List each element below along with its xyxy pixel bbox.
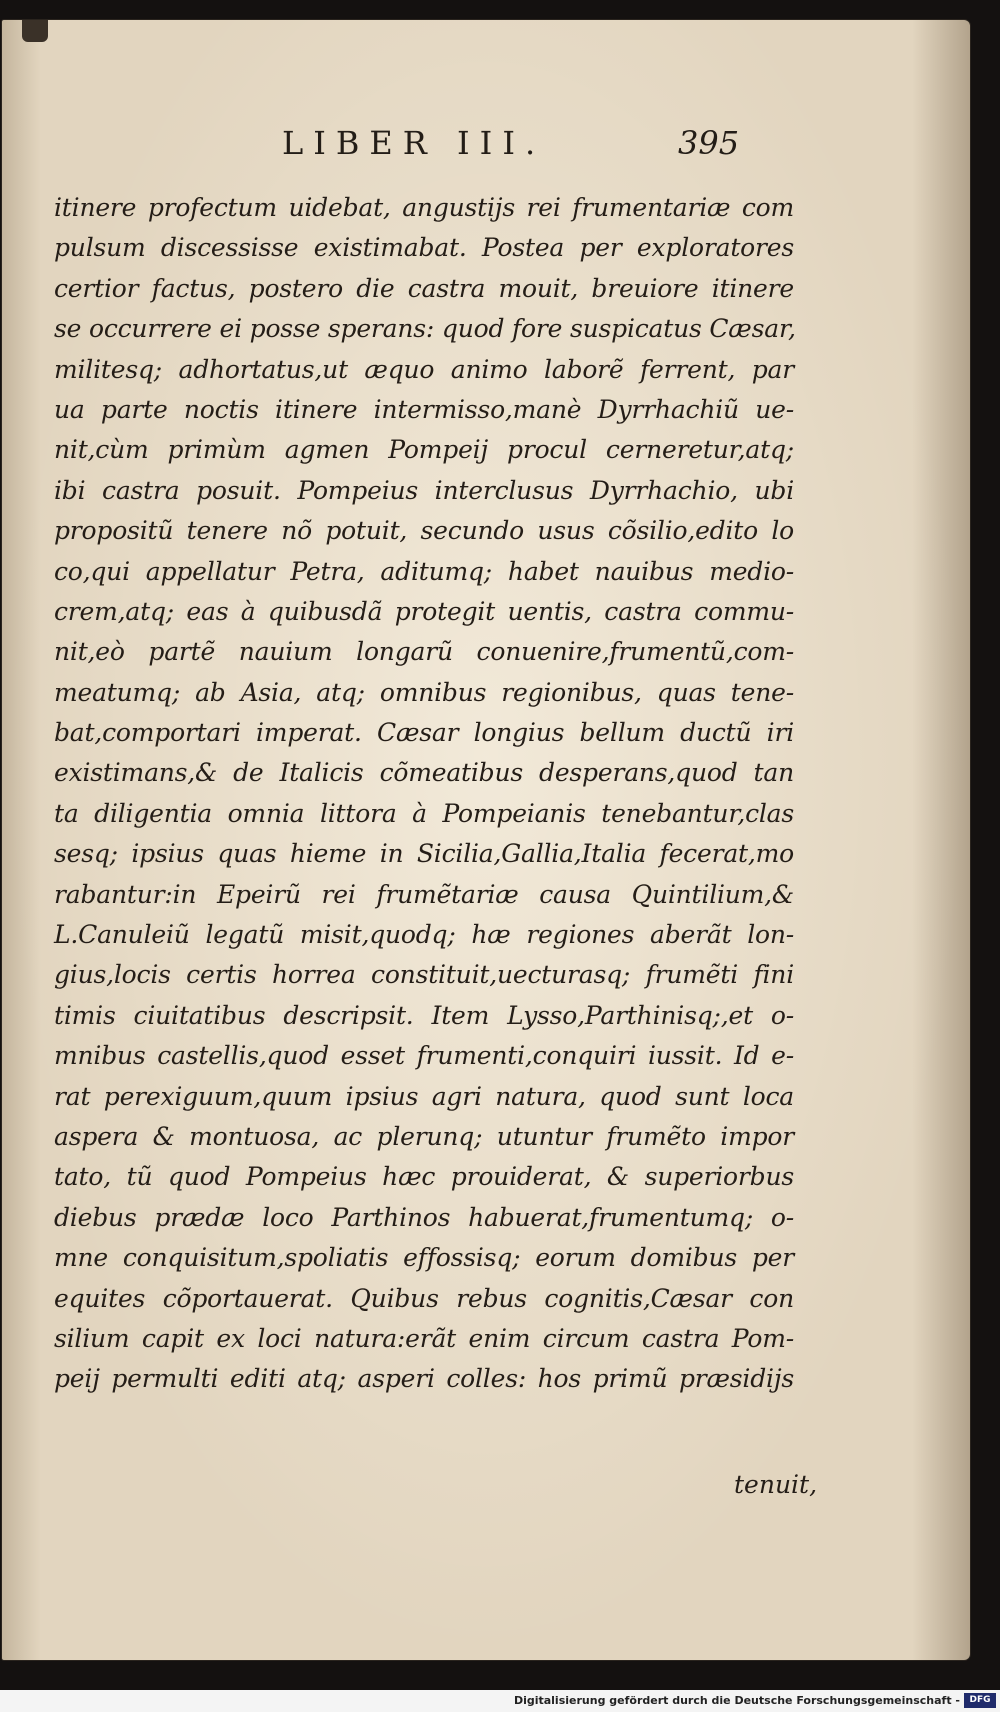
text-line: gius,locis certis horrea constituit,uecturasq; frumẽti fini [54, 960, 794, 990]
running-head [2, 124, 970, 164]
text-line: co,qui appellatur Petra, aditumq; habet nauibus medio- [54, 556, 794, 586]
text-line: mne conquisitum,spoliatis effossisq; eorum domibus per [54, 1243, 794, 1273]
text-line: crem,atq; eas à quibusdã protegit uentis, castra commu- [54, 596, 794, 626]
text-line: rabantur:in Epeirũ rei frumẽtariæ causa Quintilium,& [54, 879, 794, 909]
text-line: tato, tũ quod Pompeius hæc prouiderat, & superiorbus [54, 1162, 794, 1192]
text-line: meatumq; ab Asia, atq; omnibus regionibus, quas tene- [54, 677, 794, 707]
text-line: L.Canuleiũ legatũ misit,quodq; hæ regiones aberãt lon- [54, 920, 794, 950]
running-title: LIBER III. [282, 124, 546, 162]
text-line: nit,cùm primùm agmen Pompeij procul cerneretur,atq; [54, 435, 794, 465]
text-line: silium capit ex loci natura:erãt enim circum castra Pom- [54, 1323, 794, 1353]
text-line: itinere profectum uidebat, angustijs rei frumentariæ com [54, 193, 794, 222]
binding-tab [22, 20, 48, 42]
text-line: ta diligentia omnia littora à Pompeianis tenebantur,clas [54, 798, 794, 828]
body-text [54, 188, 794, 1400]
catchword: tenuit, [734, 1470, 818, 1499]
text-line: se occurrere ei posse sperans: quod fore suspicatus Cæsar, [54, 314, 796, 344]
text-line: peij permulti editi atq; asperi colles: hos primũ præsidijs [54, 1364, 794, 1394]
text-line: timis ciuitatibus descripsit. Item Lysso,Parthinisq;,et o- [54, 1000, 794, 1030]
text-line: militesq; adhortatus,ut æquo animo laborẽ ferrent, par [54, 354, 794, 384]
text-line: aspera & montuosa, ac plerunq; utuntur frumẽto impor [54, 1121, 794, 1151]
text-line: rat perexiguum,quum ipsius agri natura, quod sunt loca [54, 1081, 794, 1111]
text-line: propositũ tenere nõ potuit, secundo usus cõsilio,edito lo [54, 516, 794, 546]
text-line: sesq; ipsius quas hieme in Sicilia,Gallia,Italia fecerat,mo [54, 839, 794, 869]
text-line: existimans,& de Italicis cõmeatibus desperans,quod tan [54, 758, 794, 788]
dfg-logo: DFG [964, 1693, 996, 1708]
text-line: certior factus, postero die castra mouit, breuiore itinere [54, 273, 794, 303]
funding-credit: Digitalisierung gefördert durch die Deutsche Forschungsgemeinschaft - [513, 1694, 960, 1707]
book-page [2, 20, 970, 1660]
text-line: bat,comportari imperat. Cæsar longius bellum ductũ iri [54, 718, 794, 748]
text-line: pulsum discessisse existimabat. Postea per exploratores [54, 233, 794, 263]
text-line: equites cõportauerat. Quibus rebus cognitis,Cæsar con [54, 1283, 794, 1313]
text-line: ua parte noctis itinere intermisso,manè Dyrrhachiũ ue- [54, 394, 794, 424]
text-line: nit,eò partẽ nauium longarũ conuenire,frumentũ,com- [54, 637, 794, 667]
digitization-footer [0, 1690, 1000, 1712]
page-number: 395 [678, 124, 740, 162]
text-line: diebus prædæ loco Parthinos habuerat,frumentumq; o- [54, 1202, 794, 1232]
text-line: ibi castra posuit. Pompeius interclusus Dyrrhachio, ubi [54, 475, 794, 505]
text-line: mnibus castellis,quod esset frumenti,conquiri iussit. Id e- [54, 1041, 794, 1071]
